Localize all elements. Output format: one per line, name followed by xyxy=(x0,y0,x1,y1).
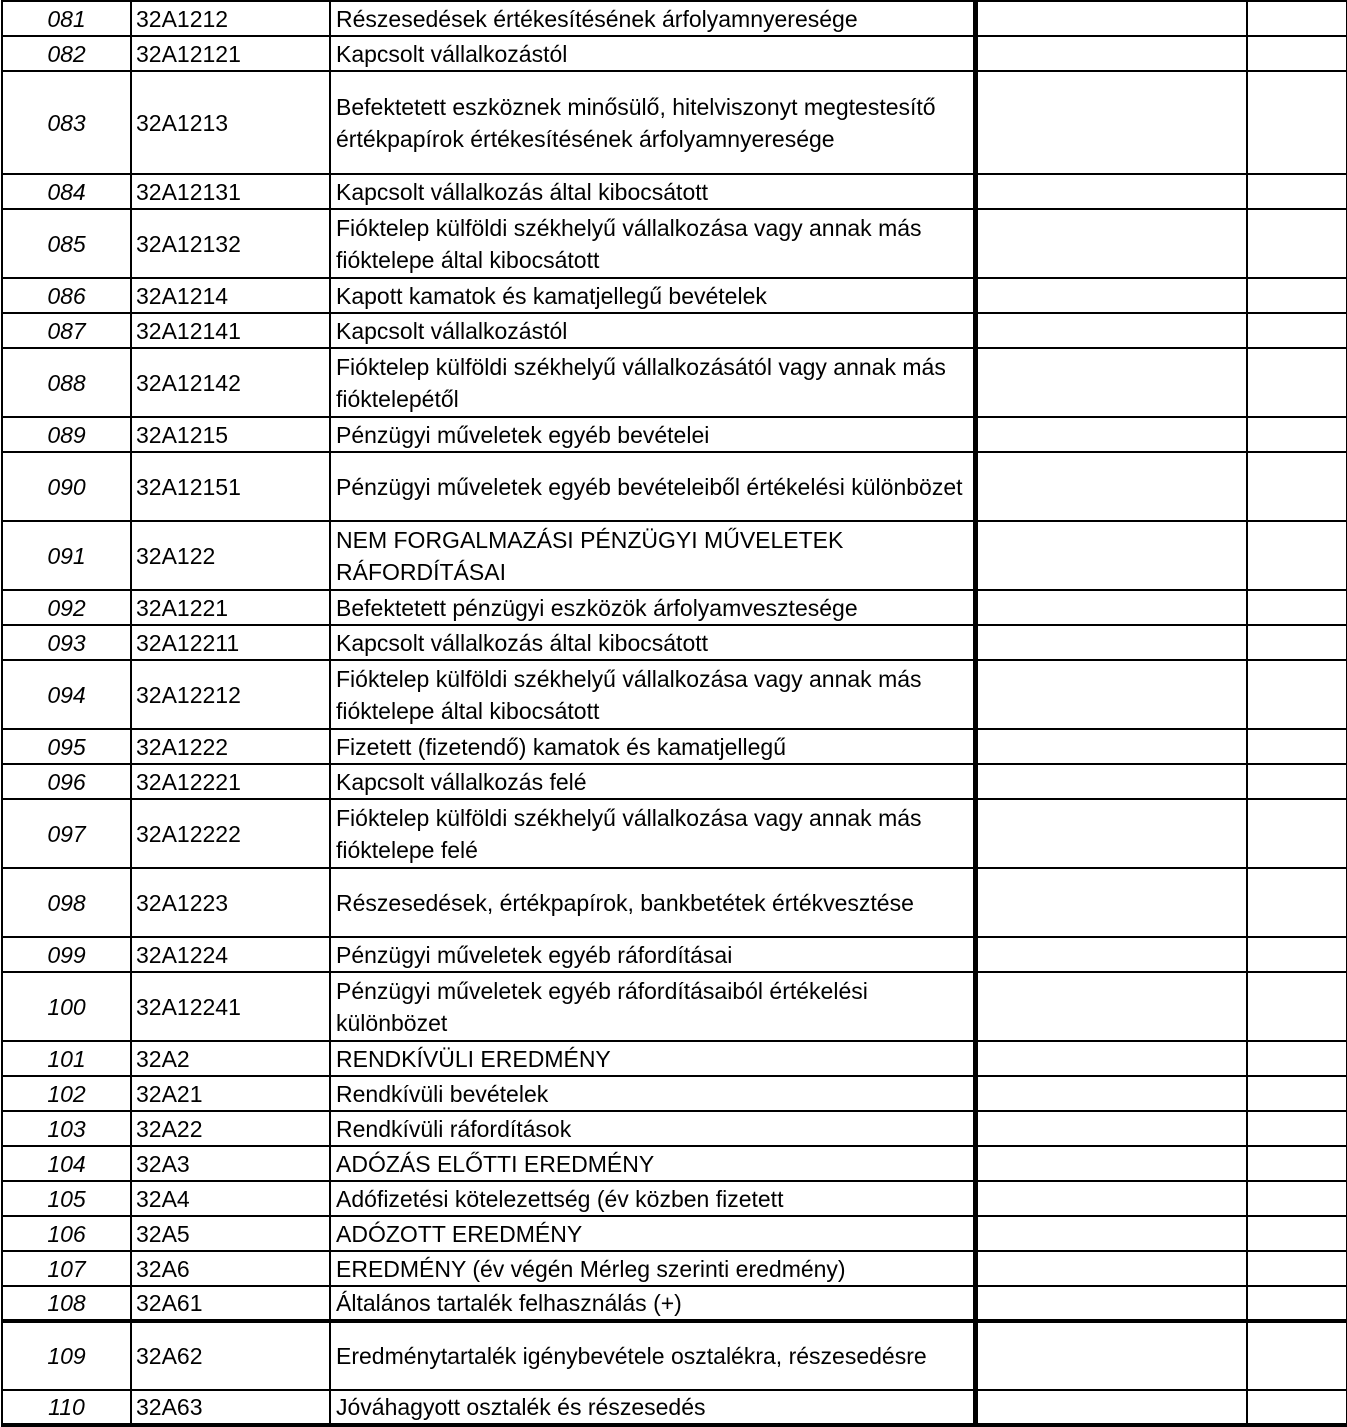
row-code-cell: 32A22 xyxy=(131,1111,330,1146)
row-value-cell[interactable] xyxy=(975,313,1247,348)
table-row xyxy=(2,1111,1347,1146)
row-number-cell: 086 xyxy=(2,278,131,313)
table-row xyxy=(2,417,1347,452)
table-row xyxy=(2,764,1347,799)
row-number-cell: 097 xyxy=(2,799,131,868)
row-value-cell[interactable] xyxy=(1247,1216,1347,1251)
table-row xyxy=(2,278,1347,313)
row-number-cell: 105 xyxy=(2,1181,131,1216)
row-code-cell: 32A6 xyxy=(131,1251,330,1286)
row-value-cell[interactable] xyxy=(1247,452,1347,521)
row-value-cell[interactable] xyxy=(1247,521,1347,590)
row-description-cell: Eredménytartalék igénybevétele osztalékra, részesedésre xyxy=(330,1321,975,1390)
row-number-cell: 104 xyxy=(2,1146,131,1181)
row-value-cell[interactable] xyxy=(1247,1286,1347,1321)
row-number-cell: 098 xyxy=(2,868,131,937)
row-code-cell: 32A61 xyxy=(131,1286,330,1321)
row-number-cell: 083 xyxy=(2,71,131,174)
row-value-cell[interactable] xyxy=(1247,71,1347,174)
row-number-cell: 081 xyxy=(2,1,131,36)
table-row xyxy=(2,1216,1347,1251)
row-code-cell: 32A5 xyxy=(131,1216,330,1251)
row-description-cell: EREDMÉNY (év végén Mérleg szerinti eredmény) xyxy=(330,1251,975,1286)
row-code-cell: 32A1222 xyxy=(131,729,330,764)
row-code-cell: 32A12151 xyxy=(131,452,330,521)
table-row xyxy=(2,625,1347,660)
row-value-cell[interactable] xyxy=(1247,1321,1347,1390)
row-number-cell: 094 xyxy=(2,660,131,729)
row-value-cell[interactable] xyxy=(1247,868,1347,937)
row-value-cell[interactable] xyxy=(975,36,1247,71)
row-description-cell: Részesedések, értékpapírok, bankbetétek értékvesztése xyxy=(330,868,975,937)
row-description-cell: Pénzügyi műveletek egyéb bevételei xyxy=(330,417,975,452)
row-number-cell: 082 xyxy=(2,36,131,71)
row-number-cell: 110 xyxy=(2,1390,131,1425)
row-value-cell[interactable] xyxy=(975,278,1247,313)
row-value-cell[interactable] xyxy=(975,1251,1247,1286)
table-row xyxy=(2,452,1347,521)
row-number-cell: 101 xyxy=(2,1041,131,1076)
row-code-cell: 32A62 xyxy=(131,1321,330,1390)
row-value-cell[interactable] xyxy=(1247,729,1347,764)
row-description-cell: Rendkívüli bevételek xyxy=(330,1076,975,1111)
row-value-cell[interactable] xyxy=(975,417,1247,452)
row-code-cell: 32A12221 xyxy=(131,764,330,799)
row-value-cell[interactable] xyxy=(1247,1,1347,36)
row-description-cell: Fióktelep külföldi székhelyű vállalkozása vagy annak más fióktelepe felé xyxy=(330,799,975,868)
row-number-cell: 096 xyxy=(2,764,131,799)
row-value-cell[interactable] xyxy=(1247,417,1347,452)
row-description-cell: Fióktelep külföldi székhelyű vállalkozása vagy annak más fióktelepe által kibocsátott xyxy=(330,209,975,278)
table-row xyxy=(2,174,1347,209)
account-table-body xyxy=(2,1,1347,1425)
row-value-cell[interactable] xyxy=(975,1,1247,36)
row-value-cell[interactable] xyxy=(1247,1076,1347,1111)
row-number-cell: 107 xyxy=(2,1251,131,1286)
row-number-cell: 092 xyxy=(2,590,131,625)
row-description-cell: ADÓZÁS ELŐTTI EREDMÉNY xyxy=(330,1146,975,1181)
row-code-cell: 32A12132 xyxy=(131,209,330,278)
row-description-cell: Általános tartalék felhasználás (+) xyxy=(330,1286,975,1321)
table-row xyxy=(2,590,1347,625)
row-value-cell[interactable] xyxy=(975,1321,1247,1390)
row-number-cell: 099 xyxy=(2,937,131,972)
row-value-cell[interactable] xyxy=(1247,660,1347,729)
row-code-cell: 32A1223 xyxy=(131,868,330,937)
row-value-cell[interactable] xyxy=(1247,590,1347,625)
row-value-cell[interactable] xyxy=(975,1111,1247,1146)
row-code-cell: 32A12142 xyxy=(131,348,330,417)
table-row xyxy=(2,1321,1347,1390)
row-number-cell: 085 xyxy=(2,209,131,278)
table-row xyxy=(2,348,1347,417)
row-value-cell[interactable] xyxy=(975,452,1247,521)
table-row xyxy=(2,1286,1347,1321)
table-row xyxy=(2,868,1347,937)
account-table xyxy=(1,0,1347,1427)
row-value-cell[interactable] xyxy=(1247,174,1347,209)
row-code-cell: 32A1215 xyxy=(131,417,330,452)
row-number-cell: 106 xyxy=(2,1216,131,1251)
row-code-cell: 32A2 xyxy=(131,1041,330,1076)
row-value-cell[interactable] xyxy=(1247,1041,1347,1076)
row-number-cell: 095 xyxy=(2,729,131,764)
row-code-cell: 32A122 xyxy=(131,521,330,590)
row-value-cell[interactable] xyxy=(975,521,1247,590)
row-code-cell: 32A12211 xyxy=(131,625,330,660)
row-code-cell: 32A63 xyxy=(131,1390,330,1425)
row-value-cell[interactable] xyxy=(1247,348,1347,417)
row-value-cell[interactable] xyxy=(975,590,1247,625)
table-row xyxy=(2,1,1347,36)
row-description-cell: Kapcsolt vállalkozás felé xyxy=(330,764,975,799)
row-code-cell: 32A12131 xyxy=(131,174,330,209)
row-value-cell[interactable] xyxy=(1247,209,1347,278)
table-row xyxy=(2,36,1347,71)
row-number-cell: 108 xyxy=(2,1286,131,1321)
row-value-cell[interactable] xyxy=(975,1286,1247,1321)
row-value-cell[interactable] xyxy=(975,625,1247,660)
row-value-cell[interactable] xyxy=(1247,313,1347,348)
row-code-cell: 32A1212 xyxy=(131,1,330,36)
table-row xyxy=(2,71,1347,174)
row-code-cell: 32A12141 xyxy=(131,313,330,348)
row-value-cell[interactable] xyxy=(1247,1390,1347,1425)
table-row xyxy=(2,1041,1347,1076)
row-number-cell: 109 xyxy=(2,1321,131,1390)
row-number-cell: 090 xyxy=(2,452,131,521)
row-code-cell: 32A4 xyxy=(131,1181,330,1216)
table-row xyxy=(2,799,1347,868)
row-value-cell[interactable] xyxy=(975,729,1247,764)
row-value-cell[interactable] xyxy=(975,1181,1247,1216)
row-value-cell[interactable] xyxy=(1247,937,1347,972)
row-value-cell[interactable] xyxy=(975,937,1247,972)
table-row xyxy=(2,1076,1347,1111)
row-number-cell: 088 xyxy=(2,348,131,417)
row-value-cell[interactable] xyxy=(975,1146,1247,1181)
row-number-cell: 089 xyxy=(2,417,131,452)
row-description-cell: Fióktelep külföldi székhelyű vállalkozása vagy annak más fióktelepe által kibocsátott xyxy=(330,660,975,729)
row-description-cell: Fizetett (fizetendő) kamatok és kamatjellegű xyxy=(330,729,975,764)
row-code-cell: 32A1213 xyxy=(131,71,330,174)
row-description-cell: Pénzügyi műveletek egyéb ráfordításai xyxy=(330,937,975,972)
row-description-cell: RENDKÍVÜLI EREDMÉNY xyxy=(330,1041,975,1076)
table-row xyxy=(2,937,1347,972)
row-value-cell[interactable] xyxy=(975,1216,1247,1251)
row-description-cell: Kapcsolt vállalkozás által kibocsátott xyxy=(330,174,975,209)
row-value-cell[interactable] xyxy=(1247,1146,1347,1181)
row-description-cell: Rendkívüli ráfordítások xyxy=(330,1111,975,1146)
row-description-cell: Kapcsolt vállalkozás által kibocsátott xyxy=(330,625,975,660)
row-number-cell: 103 xyxy=(2,1111,131,1146)
row-code-cell: 32A12212 xyxy=(131,660,330,729)
row-number-cell: 102 xyxy=(2,1076,131,1111)
row-description-cell: ADÓZOTT EREDMÉNY xyxy=(330,1216,975,1251)
row-code-cell: 32A21 xyxy=(131,1076,330,1111)
row-value-cell[interactable] xyxy=(975,209,1247,278)
row-description-cell: Befektetett pénzügyi eszközök árfolyamvesztesége xyxy=(330,590,975,625)
row-description-cell: Pénzügyi műveletek egyéb ráfordításaiból értékelési különbözet xyxy=(330,972,975,1041)
row-value-cell[interactable] xyxy=(1247,625,1347,660)
row-value-cell[interactable] xyxy=(975,764,1247,799)
row-value-cell[interactable] xyxy=(975,1076,1247,1111)
table-row xyxy=(2,313,1347,348)
row-value-cell[interactable] xyxy=(975,1390,1247,1425)
row-description-cell: NEM FORGALMAZÁSI PÉNZÜGYI MŰVELETEK RÁFORDÍTÁSAI xyxy=(330,521,975,590)
row-value-cell[interactable] xyxy=(1247,36,1347,71)
row-value-cell[interactable] xyxy=(1247,278,1347,313)
row-value-cell[interactable] xyxy=(975,972,1247,1041)
row-description-cell: Adófizetési kötelezettség (év közben fizetett xyxy=(330,1181,975,1216)
row-code-cell: 32A12222 xyxy=(131,799,330,868)
row-description-cell: Kapott kamatok és kamatjellegű bevételek xyxy=(330,278,975,313)
row-code-cell: 32A1221 xyxy=(131,590,330,625)
row-description-cell: Kapcsolt vállalkozástól xyxy=(330,313,975,348)
row-value-cell[interactable] xyxy=(975,174,1247,209)
row-number-cell: 100 xyxy=(2,972,131,1041)
row-value-cell[interactable] xyxy=(1247,799,1347,868)
row-value-cell[interactable] xyxy=(1247,1111,1347,1146)
row-value-cell[interactable] xyxy=(1247,764,1347,799)
row-code-cell: 32A1224 xyxy=(131,937,330,972)
row-description-cell: Jóváhagyott osztalék és részesedés xyxy=(330,1390,975,1425)
row-value-cell[interactable] xyxy=(1247,1251,1347,1286)
row-value-cell[interactable] xyxy=(975,348,1247,417)
table-row xyxy=(2,521,1347,590)
row-description-cell: Fióktelep külföldi székhelyű vállalkozásától vagy annak más fióktelepétől xyxy=(330,348,975,417)
table-row xyxy=(2,1390,1347,1425)
row-value-cell[interactable] xyxy=(975,1041,1247,1076)
row-code-cell: 32A3 xyxy=(131,1146,330,1181)
row-description-cell: Részesedések értékesítésének árfolyamnyeresége xyxy=(330,1,975,36)
row-number-cell: 087 xyxy=(2,313,131,348)
row-code-cell: 32A12121 xyxy=(131,36,330,71)
table-row xyxy=(2,972,1347,1041)
row-code-cell: 32A12241 xyxy=(131,972,330,1041)
row-description-cell: Pénzügyi műveletek egyéb bevételeiből értékelési különbözet xyxy=(330,452,975,521)
table-row xyxy=(2,1251,1347,1286)
table-row xyxy=(2,1181,1347,1216)
table-row xyxy=(2,1146,1347,1181)
row-code-cell: 32A1214 xyxy=(131,278,330,313)
row-number-cell: 093 xyxy=(2,625,131,660)
row-value-cell[interactable] xyxy=(975,799,1247,868)
row-description-cell: Kapcsolt vállalkozástól xyxy=(330,36,975,71)
table-row xyxy=(2,660,1347,729)
row-description-cell: Befektetett eszköznek minősülő, hitelviszonyt megtestesítő értékpapírok értékesítésének árfolyamnyeresége xyxy=(330,71,975,174)
row-number-cell: 084 xyxy=(2,174,131,209)
row-value-cell[interactable] xyxy=(975,868,1247,937)
row-value-cell[interactable] xyxy=(975,660,1247,729)
row-value-cell[interactable] xyxy=(975,71,1247,174)
row-value-cell[interactable] xyxy=(1247,1181,1347,1216)
row-value-cell[interactable] xyxy=(1247,972,1347,1041)
table-row xyxy=(2,729,1347,764)
row-number-cell: 091 xyxy=(2,521,131,590)
table-row xyxy=(2,209,1347,278)
